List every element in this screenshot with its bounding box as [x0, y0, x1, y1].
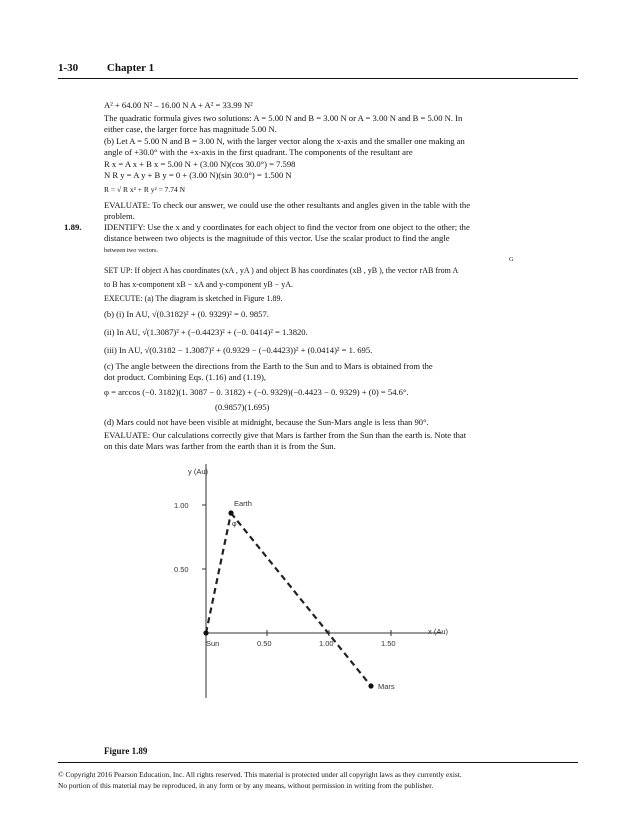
- mars-label: Mars: [378, 682, 395, 691]
- page-header: [58, 62, 180, 74]
- text-line: to B has x-component xB − xA and y-component yB − yA.: [104, 280, 294, 289]
- y-axis-label: y (Au): [188, 467, 209, 476]
- text-line: angle of +30.0° with the +x-axis in the first quadrant. The components of the resultant are: [104, 147, 413, 157]
- earth-mars-vector: [231, 513, 371, 686]
- page-label: 1-30: [58, 62, 79, 74]
- execute-line: EXECUTE: (a) The diagram is sketched in Figure 1.89.: [104, 294, 283, 303]
- header-rule: [58, 78, 578, 79]
- sun-label: Sun: [206, 639, 220, 648]
- figure-1-89: [150, 458, 470, 706]
- copyright-line: © Copyright 2016 Pearson Education, Inc. All rights reserved. This material is protected under all copyright laws as they currently exist.: [58, 770, 462, 779]
- text-line: (d) Mars could not have been visible at midnight, because the Sun-Mars angle is less than 90°.: [104, 417, 429, 427]
- sun-earth-vector: [206, 513, 231, 633]
- x-tick-label: 1.50: [381, 639, 396, 648]
- text-line: dot product. Combining Eqs. (1.16) and (1.19),: [104, 372, 267, 382]
- equation-line: A² + 64.00 N² – 16.00 N A + A² = 33.99 N²: [104, 100, 253, 110]
- text-line: (b) Let A = 5.00 N and B = 3.00 N, with the larger vector along the x-axis and the smaller one making an: [104, 136, 465, 146]
- y-tick-label: 0.50: [174, 565, 189, 574]
- x-tick-label: 1.00: [319, 639, 334, 648]
- y-tick-label: 1.00: [174, 501, 189, 510]
- equation-line: R = √ R x² + R y² = 7.74 N: [104, 185, 186, 194]
- vector-arrow-mark: G: [509, 256, 514, 263]
- equation-line: (iii) In AU, √(0.3182 − 1.3087)² + (0.9329 − (−0.4423))² + (0.0414)² = 1. 695.: [104, 345, 373, 355]
- problem-number: 1.89.: [64, 222, 82, 232]
- equation-denominator: (0.9857)(1.695): [215, 402, 270, 412]
- x-axis-label: x (Au): [428, 627, 449, 636]
- footer-rule: [58, 762, 578, 763]
- x-tick-label: 0.50: [257, 639, 272, 648]
- text-line: either case, the larger force has magnitude 5.00 N.: [104, 124, 277, 134]
- equation-line: (b) (i) In AU, √(0.3182)² + (0. 9329)² = 0. 9857.: [104, 309, 269, 319]
- equation-line: φ = arccos (−0. 3182)(1. 3087 − 0. 3182) + (−0. 9329)(−0.4423 − 0. 9329) + (0) = 54.6°.: [104, 387, 409, 397]
- earth-label: Earth: [234, 499, 252, 508]
- text-line: The quadratic formula gives two solutions: A = 5.00 N and B = 3.00 N or A = 3.00 N and B = 5.00 N. In: [104, 113, 463, 123]
- equation-line: N R y = A y + B y = 0 + (3.00 N)(sin 30.0°) = 1.500 N: [104, 170, 292, 180]
- sun-point: [203, 630, 208, 635]
- evaluate-line: EVALUATE: To check our answer, we could use the other resultants and angles given in the table with the: [104, 200, 471, 210]
- equation-line: (ii) In AU, √(1.3087)² + (−0.4423)² + (−0. 0414)² = 1.3820.: [104, 327, 308, 337]
- setup-line: SET UP: If object A has coordinates (xA , yA ) and object B has coordinates (xB , yB ), the vector rAB from A: [104, 266, 459, 275]
- text-line: (c) The angle between the directions from the Earth to the Sun and to Mars is obtained from the: [104, 361, 433, 371]
- text-line: between two vectors.: [104, 247, 159, 254]
- earth-point: [228, 510, 233, 515]
- text-line: problem.: [104, 211, 135, 221]
- text-line: on this date Mars was farther from the earth than it is from the Sun.: [104, 441, 336, 451]
- text-line: distance between two objects is the magnitude of this vector. Use the scalar product to find the angle: [104, 233, 450, 243]
- mars-point: [368, 683, 373, 688]
- figure-caption: Figure 1.89: [104, 746, 148, 756]
- phi-label: φ: [232, 521, 237, 528]
- copyright-line: No portion of this material may be reproduced, in any form or by any means, without permission in writing from the publisher.: [58, 781, 434, 790]
- evaluate-line: EVALUATE: Our calculations correctly give that Mars is farther from the Sun than the earth is. Note that: [104, 430, 467, 440]
- chapter-title: Chapter 1: [106, 62, 155, 74]
- equation-line: R x = A x + B x = 5.00 N + (3.00 N)(cos 30.0°) = 7.598: [104, 159, 296, 169]
- identify-line: IDENTIFY: Use the x and y coordinates for each object to find the vector from one object to the other; the: [104, 222, 470, 232]
